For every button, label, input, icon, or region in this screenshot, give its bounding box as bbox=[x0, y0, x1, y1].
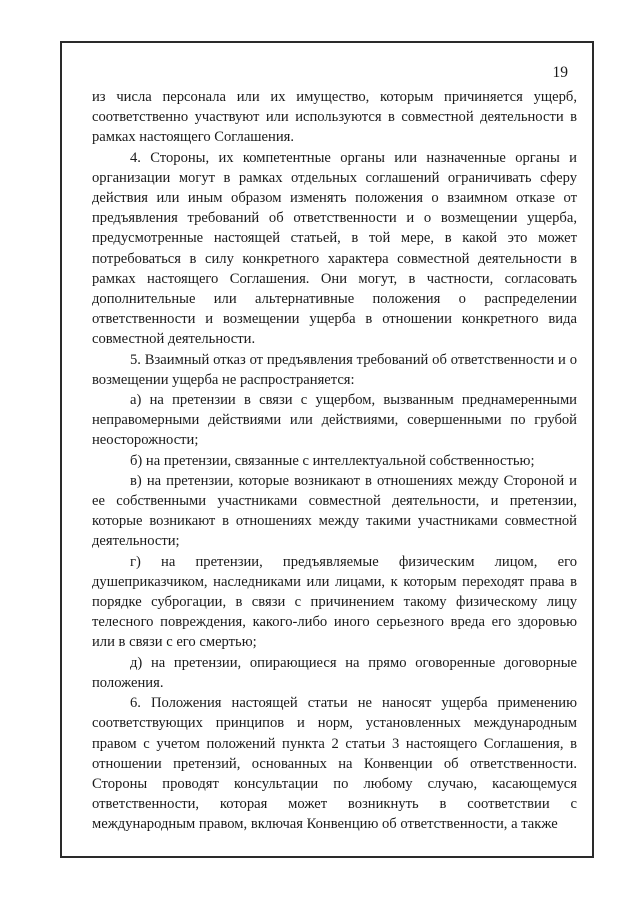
page-number: 19 bbox=[552, 64, 568, 81]
subitem-d: д) на претензии, опирающиеся на прямо оговоренные договорные положения. bbox=[92, 654, 577, 691]
subitem-a: а) на претензии в связи с ущербом, вызванным преднамеренными неправомерными действиями или действиями, совершенными по грубой неосторожности; bbox=[92, 392, 577, 449]
subitem-b: б) на претензии, связанные с интеллектуальной собственностью; bbox=[130, 452, 535, 469]
paragraph-item-4: 4. Стороны, их компетентные органы или назначенные органы и организации могут в рамках отдельных соглашений ограничивать сферу действия или иным образом изменять положения о взаимном отказе от предъявления требований об ответственности и о возмещении ущерба, предусмотренные настоящей статьей, в той мере, в какой это может потребоваться в силу конкретного характера совместной деятельности в рамках настоящего Соглашения. Они могут, в частности, согласовать дополнительные или альтернативные положения о распределении ответственности и возмещении ущерба в отношении конкретного вида совместной деятельности. bbox=[92, 149, 577, 348]
document-body bbox=[92, 87, 577, 835]
subitem-v: в) на претензии, которые возникают в отношениях между Стороной и ее собственными участниками совместной деятельности, и претензии, которые возникают в отношениях между такими участниками совместной деятельности; bbox=[92, 472, 577, 550]
paragraph-item-6: 6. Положения настоящей статьи не наносят ущерба применению соответствующих принципов и норм, установленных международным правом с учетом положений пункта 2 статьи 3 настоящего Соглашения, в отношении претензий, основанных на Конвенции об ответственности. Стороны проводят консультации по любому случаю, касающемуся ответственности, которая может возникнуть в соответствии с международным правом, включая Конвенцию об ответственности, а также bbox=[92, 695, 577, 833]
paragraph-continuation: из числа персонала или их имущество, которым причиняется ущерб, соответственно участвуют или используются в совместной деятельности в рамках настоящего Соглашения. bbox=[92, 89, 577, 146]
subitem-g: г) на претензии, предъявляемые физическим лицом, его душеприказчиком, наследниками или лицами, к которым переходят права в порядке суброгации, в связи с причинением такому физическому лицу телесного повреждения, какого-либо иного серьезного вреда его здоровью или в связи с его смертью; bbox=[92, 553, 577, 651]
paragraph-item-5: 5. Взаимный отказ от предъявления требований об ответственности и о возмещении ущерба не распространяется: bbox=[92, 351, 577, 388]
